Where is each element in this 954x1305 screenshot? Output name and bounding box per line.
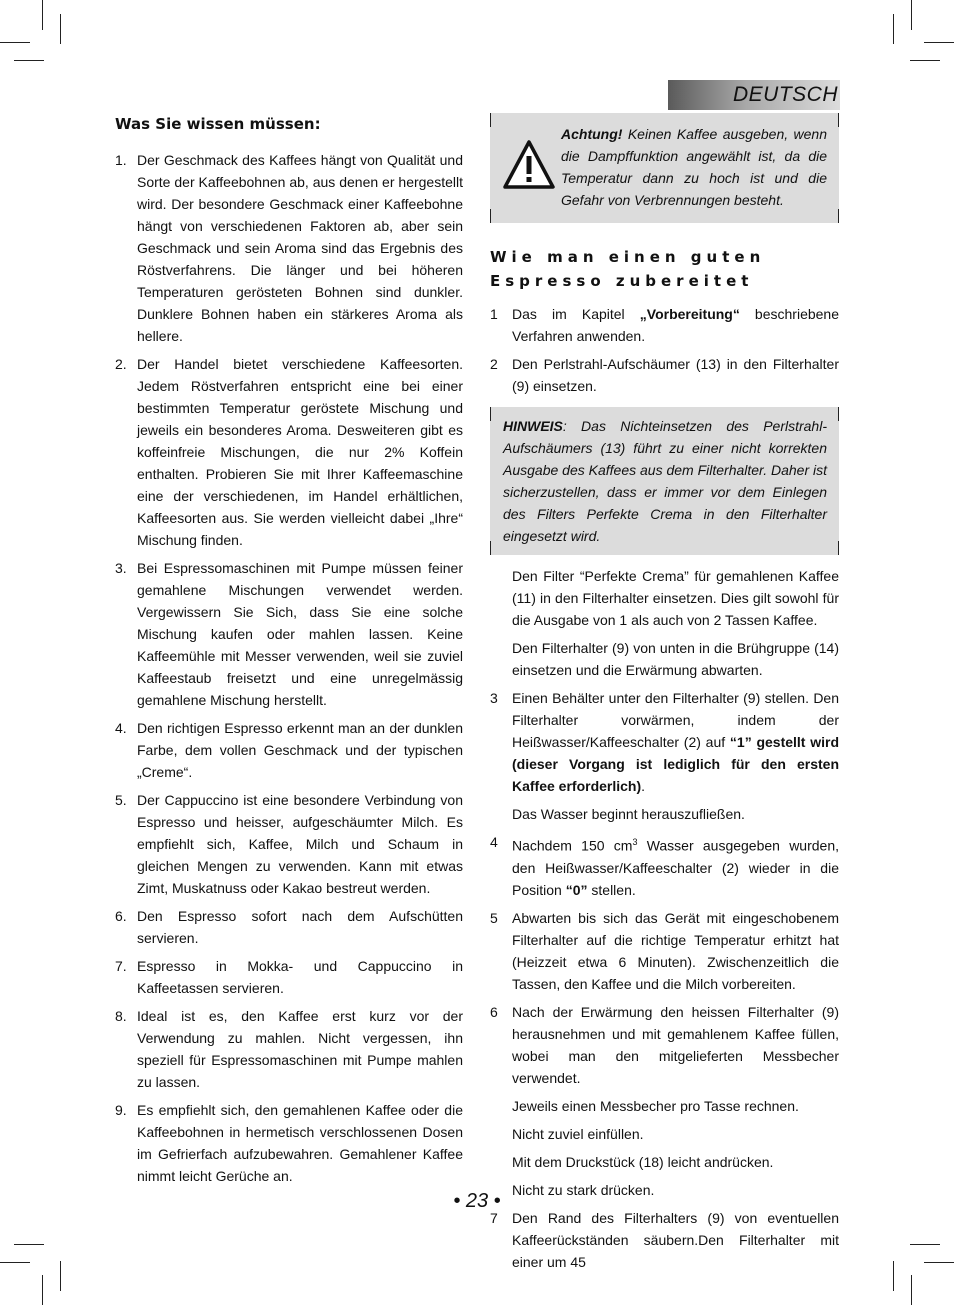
- list-number: 9.: [115, 1102, 127, 1118]
- list-item: [115, 557, 463, 711]
- crop-mark: [924, 42, 954, 43]
- list-text: Einen Behälter unter den Filterhalter (9) stellen. Den Filterhalter vorwärmen, indem der Heißwasser/Kaffeeschalter (2) auf “1” gestellt wird (dieser Vorgang ist lediglich für den ersten Kaffee erforderlich).: [512, 690, 840, 794]
- list-text: Nachdem 150 $cm^3$ Wasser ausgegeben wurden, den Heißwasser/Kaffeeschalter (2) wieder in die Position “0” stellen.: [512, 837, 840, 898]
- list-number: 1: [490, 306, 498, 322]
- language-label: DEUTSCH: [732, 83, 838, 106]
- list-number: 7: [490, 1209, 498, 1226]
- list-number: 3.: [115, 560, 127, 576]
- tips-list: [115, 149, 463, 1187]
- crop-mark: [893, 1261, 894, 1291]
- list-text: Es empfiehlt sich, den gemahlenen Kaffee oder die Kaffeebohnen in hermetisch verschlossenen Dosen im Gefrierfach aufzubewahren. Gemahlener Kaffee nimmt leicht Gerüche an.: [137, 1102, 463, 1184]
- list-text: Den Rand des Filterhalters (9) von eventuellen Kaffeerückständen säubern.Den Filterhalter mit einer um 45: [512, 1209, 839, 1270]
- list-item: [490, 831, 839, 901]
- left-column: [115, 113, 463, 1193]
- list-item: [490, 687, 839, 797]
- paragraph: Mit dem Druckstück (18) leicht andrücken.: [512, 1153, 774, 1170]
- paragraph: Nicht zu stark drücken.: [512, 1181, 655, 1198]
- warning-text: Keinen Kaffee ausgeben, wenn die Dampffunktion angewählt ist, da die Temperatur dann zu hoch ist und die Gefahr von Verbrennungen besteht.: [561, 126, 827, 208]
- list-text: Der Geschmack des Kaffees hängt von Qualität und Sorte der Kaffeebohnen ab, aus denen er hergestellt wird. Der besondere Geschmack einer Kaffeebohne hängt von verschiedenen Faktoren ab, aber sein Geschmack und sein Aroma sind das Ergebnis des Röstverfahrens. Die länger und bei höheren Temperaturen gerösteten Bohnen sind dunkler. Dunklere Bohnen haben ein stärkeres Aroma als hellere.: [137, 152, 463, 344]
- crop-mark: [60, 1261, 61, 1291]
- crop-mark: [911, 1275, 912, 1305]
- list-number: 4.: [115, 720, 127, 736]
- list-item: [490, 1001, 839, 1089]
- paragraph: Das Wasser beginnt herauszufließen.: [512, 806, 745, 822]
- list-number: 3: [490, 690, 498, 706]
- crop-mark: [0, 1262, 30, 1263]
- list-item: [490, 1207, 839, 1273]
- list-text: Das im Kapitel „Vorbereitung“ beschriebene Verfahren anwenden.: [512, 306, 839, 344]
- right-column: [490, 113, 839, 1279]
- list-number: 5.: [115, 792, 127, 808]
- paragraph: Den Filter “Perfekte Crema” für gemahlenen Kaffee (11) in den Filterhalter einsetzen. Dies gilt sowohl für die Ausgabe von 1 als auch von 2 Tassen Kaffee.: [512, 568, 839, 628]
- paragraph: Nicht zuviel einfüllen.: [512, 1125, 644, 1142]
- list-item: [115, 717, 463, 783]
- crop-mark: [910, 60, 940, 61]
- list-item: [115, 149, 463, 347]
- list-item: [115, 955, 463, 999]
- list-item: [490, 303, 839, 347]
- list-number: 6.: [115, 908, 127, 924]
- list-number: 2.: [115, 356, 127, 372]
- list-text: Nach der Erwärmung den heissen Filterhalter (9) herausnehmen und mit gemahlenem Kaffee füllen, wobei man den mitgelieferten Messbecher verwendet.: [512, 1003, 839, 1086]
- crop-mark: [910, 1244, 940, 1245]
- warning-triangle-icon: [503, 139, 555, 191]
- list-text: Den Espresso sofort nach dem Aufschütten servieren.: [137, 908, 463, 946]
- language-tab: [668, 80, 840, 110]
- list-text: Bei Espressomaschinen mit Pumpe müssen feiner gemahlene Mischungen verwendet werden. Vergewissern Sie Sich, dass Sie eine solche Mischung kaufen oder mahlen lassen. Keine Kaffeemühle mit Messer verwenden, weil sie zuviel Kaffeestaub freisetzt und eine unregelmässig gemahlene Mischung herstellt.: [137, 560, 463, 708]
- warning-label: Achtung!: [561, 126, 623, 142]
- section-heading: Wie man einen guten Espresso zubereitet: [490, 248, 766, 290]
- list-item: [115, 1099, 463, 1187]
- list-number: 7.: [115, 958, 127, 974]
- list-text: Der Cappuccino ist eine besondere Verbindung von Espresso und heisser, aufgeschäumter Milch. Es empfiehlt sich, Kaffee, Milch und Schaum in gleichen Mengen zu verwenden. Kann mit etwas Zimt, Muskatnuss oder Kakao bestreut werden.: [137, 792, 463, 896]
- list-text: Abwarten bis sich das Gerät mit eingeschobenem Filterhalter auf die richtige Temperatur erhitzt hat (Heizzeit etwa 6 Minuten). Zwischenzeitlich die Tassen, den Kaffee und die Milch vorbereiten.: [512, 909, 839, 992]
- list-number: 5: [490, 909, 498, 926]
- crop-mark: [911, 0, 912, 30]
- list-number: 8.: [115, 1008, 127, 1024]
- warning-box: [490, 113, 839, 223]
- page-number: • 23 •: [453, 1190, 501, 1212]
- note-text: : Das Nichteinsetzen des Perlstrahl-Aufschäumers (13) führt zu einer nicht korrekten Ausgabe des Kaffees aus dem Filterhalter. Daher ist sicherzustellen, dass er immer vor dem Einlegen des Filters Perfekte Crema in den Filterhalter eingesetzt wird.: [503, 418, 827, 544]
- crop-mark: [60, 14, 61, 44]
- list-item: [490, 907, 839, 995]
- list-number: 1.: [115, 152, 127, 168]
- list-text: Den richtigen Espresso erkennt man an der dunklen Farbe, dem vollen Geschmack und der typischen „Creme“.: [137, 720, 463, 780]
- crop-mark: [42, 0, 43, 30]
- list-item: [490, 353, 839, 397]
- note-box: [490, 407, 839, 555]
- list-text: Der Handel bietet verschiedene Kaffeesorten. Jedem Röstverfahren entspricht eine bei einer bestimmten Temperatur geröstete Mischung und jeweils ein besonderes Aroma. Desweiteren gibt es koffeinfreie Mischungen, die nur 2% Koffein enthalten. Probieren Sie mit Ihrer Kaffeemaschine eine der verschiedenen, im Handel erhältlichen, Kaffeesorten aus. Sie werden vielleicht dabei „Ihre“ Mischung finden.: [137, 356, 463, 548]
- paragraph: Jeweils einen Messbecher pro Tasse rechnen.: [512, 1097, 799, 1114]
- list-text: Espresso in Mokka- und Cappuccino in Kaffeetassen servieren.: [137, 958, 463, 996]
- list-text: Ideal ist es, den Kaffee erst kurz vor der Verwendung zu mahlen. Nicht vergessen, ihn speziell für Espressomaschinen mit Pumpe mahlen zu lassen.: [137, 1008, 463, 1090]
- paragraph: Den Filterhalter (9) von unten in die Brühgruppe (14) einsetzen und die Erwärmung abwarten.: [512, 640, 839, 678]
- list-number: 4: [490, 834, 498, 850]
- crop-mark: [42, 1275, 43, 1305]
- section-heading: Was Sie wissen müssen:: [115, 115, 321, 133]
- note-label: HINWEIS: [503, 418, 563, 434]
- crop-mark: [14, 1244, 44, 1245]
- crop-mark: [0, 42, 30, 43]
- crop-mark: [893, 14, 894, 44]
- list-item: [115, 789, 463, 899]
- list-number: 6: [490, 1003, 498, 1020]
- list-number: 2: [490, 356, 498, 372]
- list-item: [115, 905, 463, 949]
- list-item: [115, 1005, 463, 1093]
- crop-mark: [924, 1262, 954, 1263]
- crop-mark: [14, 60, 44, 61]
- list-text: Den Perlstrahl-Aufschäumer (13) in den Filterhalter (9) einsetzen.: [512, 356, 839, 394]
- list-item: [115, 353, 463, 551]
